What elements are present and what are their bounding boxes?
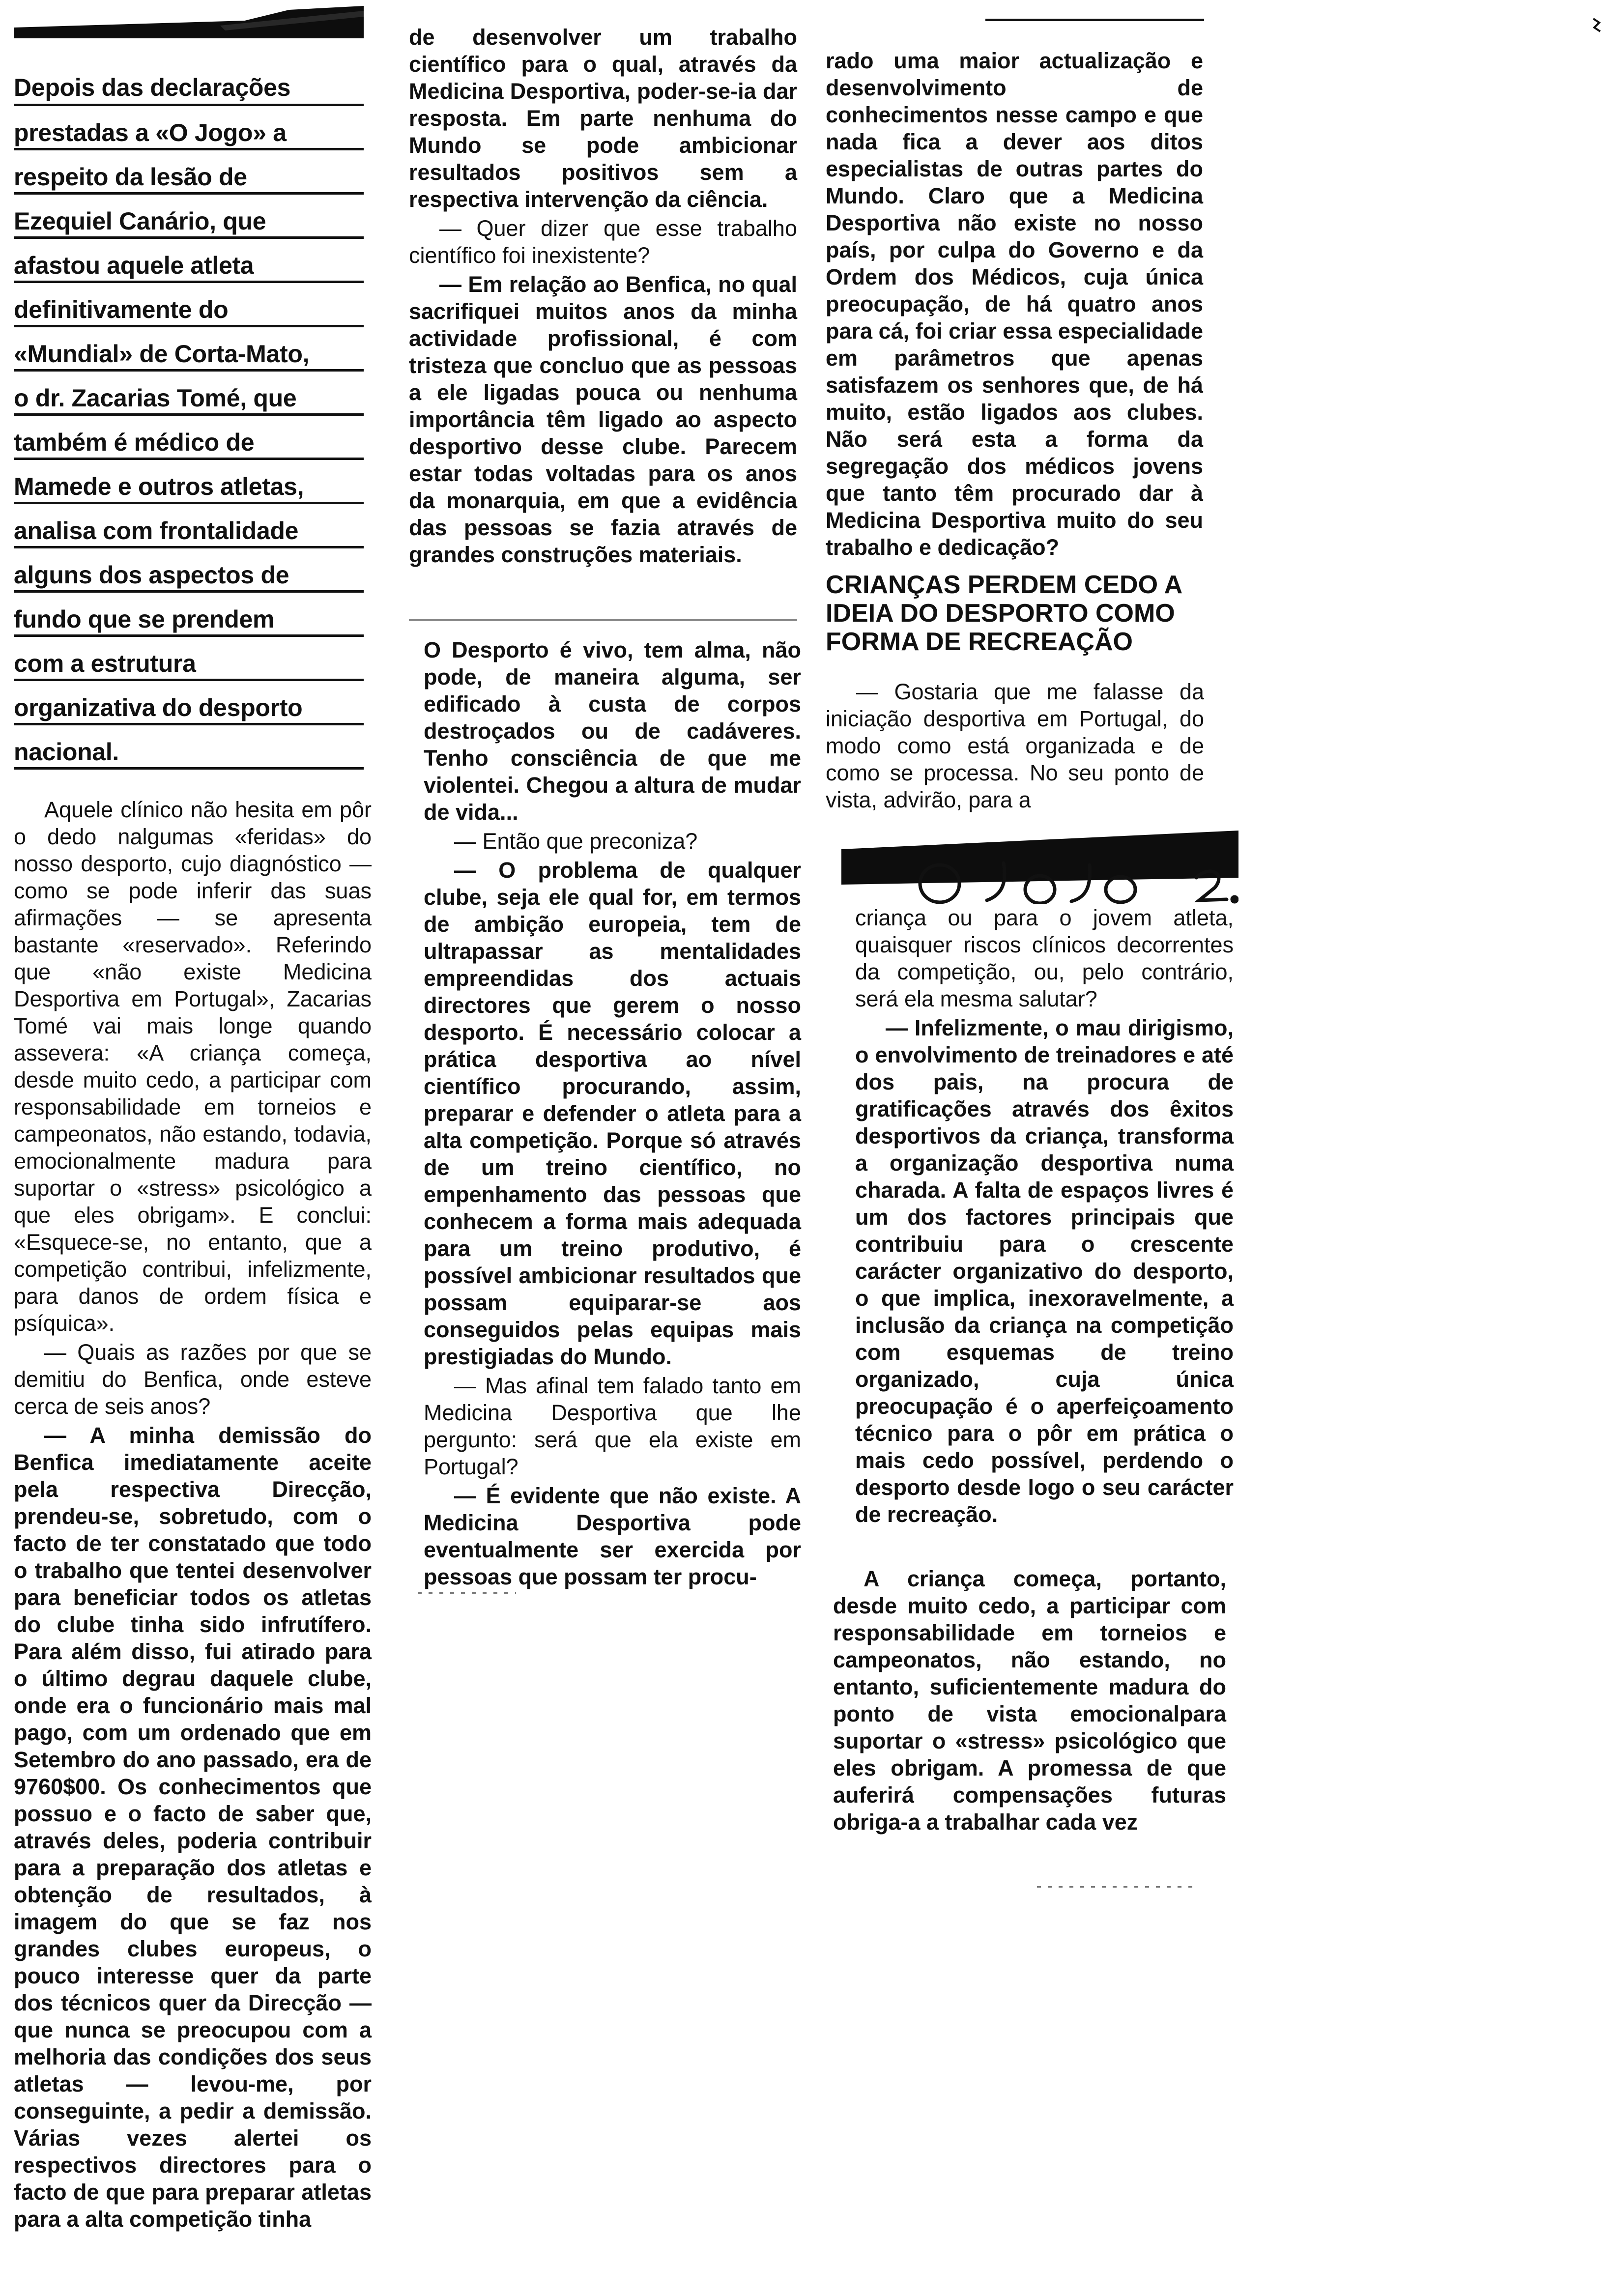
- answer: — A minha demissão do Benfica imediatamente aceite pela respectiva Direcção, prendeu-se, sobretudo, com o facto de ter constatado que todo o trabalho que tentei desenvolver para beneficiar todos os atletas do clube tinha sido infrutífero. Para além disso, fui atirado para o último degrau daquele clube, onde era o funcionário mais mal pago, com um ordenado que em Setembro do ano passado, era de 9760$00. Os conhecimentos que possuo e o facto de saber que, através deles, poderia contribuir para a preparação dos atletas e obtenção de resultados, à imagem do que se faz nos grandes clubes europeus, o pouco interesse quer da parte dos técnicos quer da Direcção — que nunca se preocupou com a melhoria das condições dos seus atletas — levou-me, por conseguinte, a pedir a demissão. Várias vezes alertei os respectivos directores para o facto de que para preparar atletas para a alta competição tinha: [14, 1423, 372, 2232]
- paragraph: Aquele clínico não hesita em pôr o dedo nalgumas «feridas» do nosso desporto, cujo diagnóstico — como se pode inferir das suas afirmações — se apresenta bastante «reservado». Referindo que «não existe Medicina Desportiva em Portugal», Zacarias Tomé vai mais longe quando assevera: «A criança começa, desde muito cedo, a participar com responsabilidade em torneios e campeonatos, não estando, todavia, emocionalmente madura para suportar o «stress» psicológico a que eles obrigam». E conclui: «Esquece-se, no entanto, que a competição contribui, infelizmente, para danos de ordem física e psíquica».: [14, 797, 372, 1336]
- lead-line: «Mundial» de Corta-Mato,: [14, 327, 364, 372]
- answer: — O problema de qualquer clube, seja ele qual for, em termos de ambição europeia, tem de ultrapassar as mentalidades empreendidas dos actuais directores que gerem o nosso desporto. É necessário colocar a prática desportiva ao nível científico procurando, assim, preparar e defender o atleta para a alta competição. Porque só através de um treino científico, no empenhamento das pessoas que conhecem a forma mais adequada para um treino produtivo, é possível ambicionar resultados que possam equiparar-se aos conseguidos pelas equipas mais prestigiadas do Mundo.: [424, 858, 801, 1369]
- scan-speckle: [418, 1592, 516, 1594]
- lead-line: alguns dos aspectos de: [14, 548, 364, 593]
- top-black-bar: [14, 6, 364, 38]
- question: — Mas afinal tem falado tanto em Medicina Desportiva que lhe pergunto: será que ela existe em Portugal?: [424, 1373, 801, 1479]
- scan-mark: [1592, 17, 1602, 41]
- column-divider: [409, 619, 797, 621]
- lead-line: analisa com frontalidade: [14, 504, 364, 548]
- top-rule: [985, 19, 1204, 21]
- answer: rado uma maior actualização e desenvolvimento de conhecimentos nesse campo e que nada fica a dever aos ditos especialistas de outras partes do Mundo. Claro que a Medicina Desportiva não existe no nosso país, por culpa do Governo e da Ordem dos Médicos, cuja única preocupação, de há quatro anos para cá, foi criar essa especialidade em parâmetros que apenas satisfazem os senhores que, de há muito, estão ligados aos clubes. Não será esta a forma da segregação dos médicos jovens que tanto têm procurado dar à Medicina Desportiva muito do seu trabalho e dedicação?: [826, 48, 1203, 560]
- lead-line: definitivamente do: [14, 283, 364, 327]
- answer: — Infelizmente, o mau dirigismo, o envolvimento de treinadores e até dos pais, na procura de gratificações através dos êxitos desportivos da criança, transforma a organização desportiva numa charada. A falta de espaços livres é um dos factores principais que contribuiu para o crescente carácter organizativo do desporto, o que implica, inexoravelmente, a inclusão da criança na competição com esquemas de treino organizado, cuja única preocupação é o aperfeiçoamento técnico para o pôr em prática o mais cedo possível, perdendo o desporto desde logo o seu carácter de recreação.: [855, 1015, 1234, 1527]
- column-3-question: [826, 678, 1204, 813]
- lead-line: Mamede e outros atletas,: [14, 460, 364, 504]
- lead-line: prestadas a «O Jogo» a: [14, 106, 364, 150]
- lead-line: organizativa do desporto: [14, 681, 364, 725]
- lead-intro: [14, 63, 364, 770]
- lead-line: Depois das declarações: [14, 63, 364, 106]
- column-1-body: [14, 796, 372, 2233]
- pull-paragraph: O Desporto é vivo, tem alma, não pode, de maneira alguma, ser edificado à custa de corpos destroçados ou de cadáveres. Tenho consciência de que me violentei. Chegou a altura de mudar de vida...: [424, 637, 801, 825]
- lead-line: respeito da lesão de: [14, 150, 364, 195]
- column-3-end: [833, 1565, 1226, 1836]
- lead-line: nacional.: [14, 725, 364, 770]
- lead-line: afastou aquele atleta: [14, 239, 364, 283]
- answer: — É evidente que não existe. A Medicina Desportiva pode eventualmente ser exercida por pessoas que possam ter procu-: [424, 1483, 801, 1589]
- column-3-top: [826, 47, 1203, 661]
- section-heading: CRIANÇAS PERDEM CEDO A IDEIA DO DESPORTO COMO FORMA DE RECREAÇÃO: [826, 571, 1182, 656]
- lead-line: fundo que se prendem: [14, 593, 364, 637]
- answer: — Em relação ao Benfica, no qual sacrifiquei muitos anos da minha actividade profissional, é com tristeza que concluo que as pessoas a ele ligadas pouca ou nenhuma importância têm ligado ao aspecto desportivo desse clube. Parecem estar todas voltadas para os anos da monarquia, em que a evidência das pessoas se fazia através de grandes construções materiais.: [409, 272, 797, 567]
- column-3-continued: [855, 904, 1234, 1528]
- question: — Gostaria que me falasse da iniciação desportiva em Portugal, do modo como está organizada e de como se processa. No seu ponto de vista, advirão, para a: [826, 679, 1204, 812]
- question: — Quer dizer que esse trabalho científico foi inexistente?: [409, 216, 797, 268]
- source-banner: [841, 831, 1238, 904]
- lead-line: Ezequiel Canário, que: [14, 195, 364, 239]
- scan-speckle: [1037, 1886, 1199, 1888]
- answer: A criança começa, portanto, desde muito cedo, a participar com responsabilidade em torneios e campeonatos, não estando, no entanto, suficientemente madura do ponto de vista emocionalpara suportar o «stress» psicológico que eles obrigam. A promessa de que auferirá compensações futuras obriga-a a trabalhar cada vez: [833, 1566, 1226, 1835]
- question: — Então que preconiza?: [454, 829, 698, 854]
- column-2-top: [409, 24, 797, 568]
- question: criança ou para o jovem atleta, quaisquer riscos clínicos decorrentes da competição, ou, pelo contrário, será ela mesma salutar?: [855, 905, 1234, 1011]
- lead-line: o dr. Zacarias Tomé, que: [14, 372, 364, 416]
- column-2-bottom: [424, 636, 801, 1590]
- lead-line: com a estrutura: [14, 637, 364, 681]
- answer: de desenvolver um trabalho científico para o qual, através da Medicina Desportiva, poder-se-ia dar resposta. Em parte nenhuma do Mundo se pode ambicionar resultados positivos sem a respectiva intervenção da ciência.: [409, 25, 797, 212]
- lead-line: também é médico de: [14, 416, 364, 460]
- question: — Quais as razões por que se demitiu do Benfica, onde esteve cerca de seis anos?: [14, 1340, 372, 1419]
